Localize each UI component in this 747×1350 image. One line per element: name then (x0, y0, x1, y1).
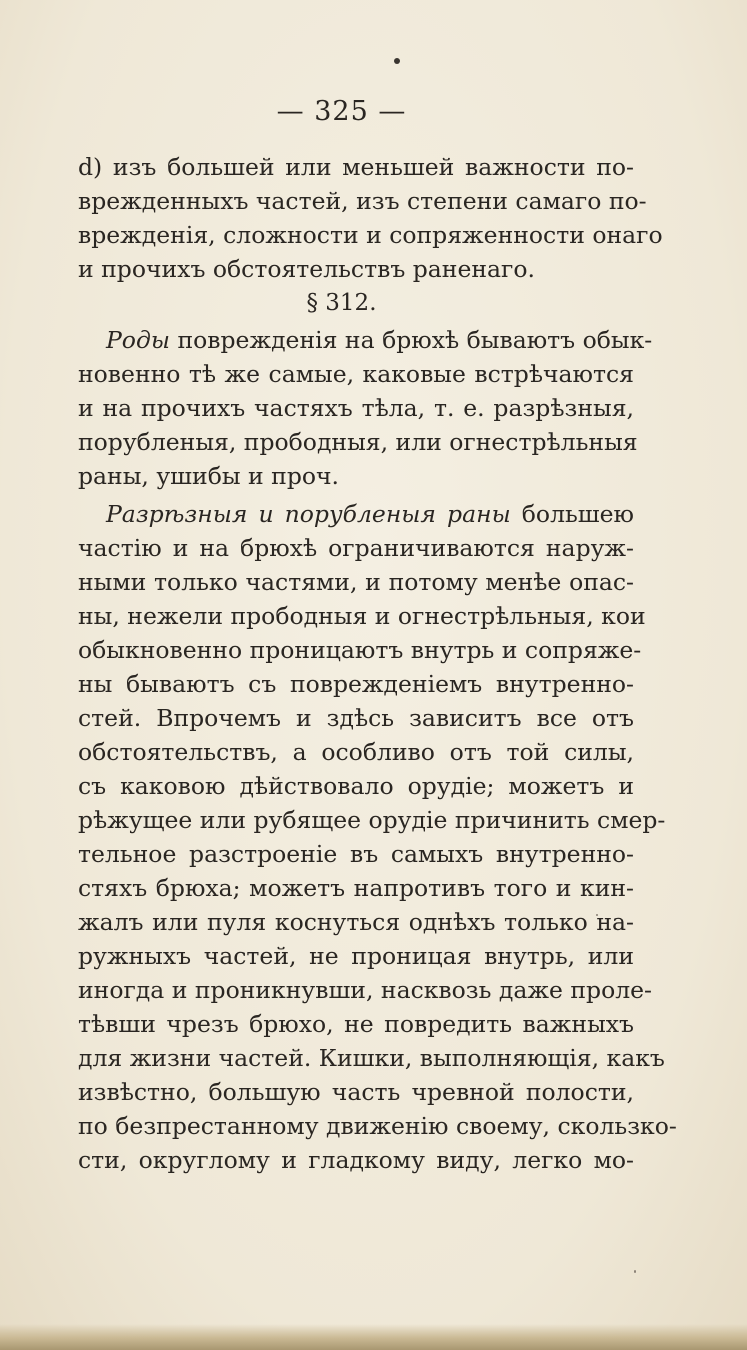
text-line: раны, ушибы и проч. (78, 462, 340, 490)
ink-speck (394, 58, 400, 64)
italic-term: Роды (106, 326, 170, 354)
text-line: ны бываютъ съ поврежденіемъ внутренно- (78, 670, 634, 698)
text-line: ны, нежели прободныя и огнестрѣльныя, кои (78, 602, 646, 630)
text-line-first (78, 499, 634, 529)
text-line: стяхъ брюха; можетъ напротивъ того и кин- (78, 874, 634, 902)
text-run: поврежденія на брюхѣ бываютъ обык- (170, 326, 653, 354)
page-number: — 325 — (276, 96, 407, 127)
text-line: сти, округлому и гладкому виду, легко мо- (78, 1146, 634, 1174)
text-line: новенно тѣ же самые, каковые встрѣчаются (78, 360, 634, 388)
text-line: иногда и проникнувши, насквозь даже проле- (78, 976, 652, 1004)
text-line: обстоятельствъ, а особливо отъ той силы, (78, 738, 634, 766)
text-line: ружныхъ частей, не проницая внутрь, или (78, 942, 634, 970)
text-line-first (78, 325, 653, 355)
text-line: рѣжущее или рубящее орудіе причинить смер- (78, 806, 666, 834)
text-line: по безпрестанному движенію своему, скользко- (78, 1112, 677, 1140)
text-line: и прочихъ обстоятельствъ раненаго. (78, 255, 535, 283)
text-line: тельное разстроеніе въ самыхъ внутренно- (78, 840, 634, 868)
text-line: обыкновенно проницаютъ внутрь и сопряже- (78, 636, 642, 664)
text-line: частію и на брюхѣ ограничиваются наруж- (78, 534, 634, 562)
section-heading: § 312. (306, 290, 377, 316)
text-line: d) изъ большей или меньшей важности по- (78, 153, 634, 181)
text-run: большею (510, 500, 634, 528)
text-line: жалъ или пуля коснуться однѣхъ только на- (78, 908, 634, 936)
text-line: съ каковою дѣйствовало орудіе; можетъ и (78, 772, 634, 800)
ink-speck (634, 1270, 636, 1273)
text-line: тѣвши чрезъ брюхо, не повредить важныхъ (78, 1010, 634, 1038)
text-line: извѣстно, большую часть чревной полости, (78, 1078, 634, 1106)
text-line: врежденія, сложности и сопряженности онаго (78, 221, 663, 249)
page-bottom-edge (0, 1324, 747, 1350)
text-line: стей. Впрочемъ и здѣсь зависитъ все отъ (78, 704, 634, 732)
text-line: врежденныхъ частей, изъ степени самаго по- (78, 187, 647, 215)
text-line: ными только частями, и потому менѣе опас- (78, 568, 634, 596)
italic-term: Разрѣзныя и порубленыя раны (106, 500, 511, 528)
text-line: для жизни частей. Кишки, выполняющія, какъ (78, 1044, 665, 1072)
text-line: порубленыя, прободныя, или огнестрѣльныя (78, 428, 638, 456)
text-line: и на прочихъ частяхъ тѣла, т. е. разрѣзныя, (78, 394, 634, 422)
